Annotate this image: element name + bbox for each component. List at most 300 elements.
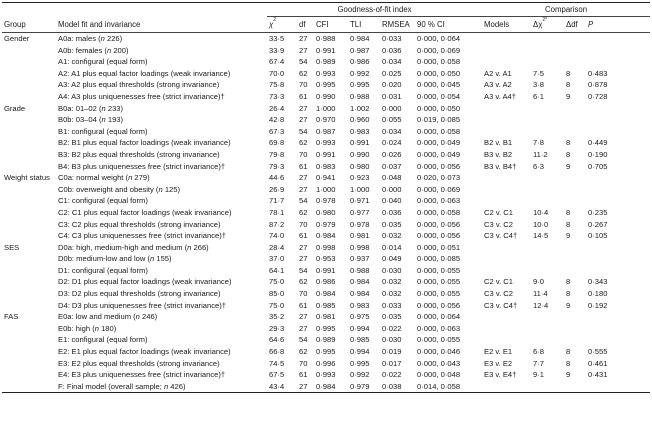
cell-rmsea: 0·037 bbox=[382, 161, 402, 171]
cell-p bbox=[586, 172, 650, 184]
table-row bbox=[2, 45, 650, 57]
cell-df: 62 bbox=[299, 138, 308, 148]
cell-ci: 0·000, 0·058 bbox=[417, 126, 461, 136]
cell-ddf: 8 bbox=[566, 138, 571, 148]
table-row bbox=[2, 288, 650, 300]
cell-chi2: 79·8 bbox=[269, 149, 285, 159]
cell-model: F: Final model (overall sample; n 426) bbox=[56, 381, 267, 393]
sample-size-n: n bbox=[101, 115, 106, 125]
cell-rmsea: 0·033 bbox=[382, 300, 402, 310]
cell-rmsea: 0·022 bbox=[382, 370, 402, 380]
cell-tli: 0·988 bbox=[350, 265, 370, 275]
cell-rmsea: 0·035 bbox=[382, 312, 402, 322]
col-tli: TLI bbox=[348, 17, 380, 33]
cell-p bbox=[586, 265, 650, 277]
cell-ddf bbox=[564, 56, 586, 68]
table-body bbox=[2, 33, 650, 393]
cell-chi2: 74·0 bbox=[269, 231, 285, 241]
cell-p bbox=[586, 33, 650, 45]
cell-dchi bbox=[531, 253, 564, 265]
cell-models bbox=[482, 381, 531, 393]
cell-chi2: 71·7 bbox=[269, 196, 285, 206]
cell-tli: 0·971 bbox=[350, 196, 370, 206]
cell-group bbox=[2, 195, 56, 207]
cell-cfi: 0·993 bbox=[316, 68, 336, 78]
cell-group bbox=[2, 381, 56, 393]
cell-group bbox=[2, 219, 56, 231]
cell-cfi: 0·980 bbox=[316, 207, 336, 217]
cell-models bbox=[482, 323, 531, 335]
cell-p: 0·728 bbox=[588, 91, 608, 101]
cell-group bbox=[2, 253, 56, 265]
cell-dchi: 7·8 bbox=[533, 138, 544, 148]
cell-chi2: 67·4 bbox=[269, 57, 285, 67]
cell-models bbox=[482, 33, 531, 45]
cell-models: E3 v. E4† bbox=[484, 370, 517, 380]
col-dchi-sup: 2* bbox=[542, 17, 548, 23]
cell-group bbox=[2, 161, 56, 173]
cell-ci: 0·000, 0·056 bbox=[417, 300, 461, 310]
table-row bbox=[2, 311, 650, 323]
cell-p: 0·878 bbox=[588, 80, 608, 90]
cell-cfi: 0·978 bbox=[316, 196, 336, 206]
cell-group: FAS bbox=[4, 312, 19, 322]
cell-dchi bbox=[531, 265, 564, 277]
cell-p: 0·267 bbox=[588, 219, 608, 229]
cell-model: D1: configural (equal form) bbox=[58, 265, 148, 275]
cell-df: 61 bbox=[299, 231, 308, 241]
cell-ci: 0·000, 0·055 bbox=[417, 277, 461, 287]
cell-models bbox=[482, 311, 531, 323]
cell-rmsea: 0·032 bbox=[382, 277, 402, 287]
cell-tli: 0·988 bbox=[350, 91, 370, 101]
header-spacer bbox=[2, 3, 267, 17]
cell-p: 0·180 bbox=[588, 289, 608, 299]
gof-title: Goodness-of-fit index bbox=[267, 3, 482, 17]
cell-df: 62 bbox=[299, 347, 308, 357]
cell-p bbox=[586, 195, 650, 207]
cell-ci: 0·000, 0·064 bbox=[417, 312, 461, 322]
cell-models: A2 v. A1 bbox=[484, 68, 512, 78]
cell-group: Gender bbox=[4, 34, 30, 43]
cell-p: 0·431 bbox=[588, 370, 608, 380]
cell-chi2: 69·8 bbox=[269, 138, 285, 148]
col-group: Group bbox=[2, 17, 56, 33]
cell-group bbox=[2, 358, 56, 370]
cell-df: 54 bbox=[299, 196, 308, 206]
cell-ddf bbox=[564, 114, 586, 126]
cell-group bbox=[2, 323, 56, 335]
cell-model: B0b: 03–04 (n 193) bbox=[58, 115, 124, 125]
col-ci: 90 % CI bbox=[415, 17, 482, 33]
cell-ci: 0·000, 0·043 bbox=[417, 358, 461, 368]
cell-chi2: 35·2 bbox=[269, 312, 285, 322]
cell-cfi: 1·000 bbox=[316, 184, 336, 194]
cell-p: 0·483 bbox=[588, 68, 608, 78]
cell-models bbox=[482, 114, 531, 126]
cell-tli: 0·977 bbox=[350, 207, 370, 217]
cell-group bbox=[2, 265, 56, 277]
cell-ci: 0·000, 0·050 bbox=[417, 68, 461, 78]
sample-size-n: n bbox=[187, 242, 192, 252]
cell-tli: 0·998 bbox=[350, 242, 370, 252]
cell-p bbox=[586, 114, 650, 126]
sample-size-n: n bbox=[106, 45, 112, 55]
cell-p bbox=[586, 334, 650, 346]
cell-df: 27 bbox=[299, 323, 308, 333]
col-ddf: Δdf bbox=[564, 17, 586, 33]
sample-size-n: n bbox=[135, 312, 140, 322]
table-row bbox=[2, 369, 650, 381]
table-row bbox=[2, 346, 650, 358]
cell-rmsea: 0·036 bbox=[382, 45, 402, 55]
cell-model: D2: D1 plus equal factor loadings (weak invariance) bbox=[58, 277, 232, 287]
table-row bbox=[2, 323, 650, 335]
cell-rmsea: 0·036 bbox=[382, 207, 402, 217]
cell-df: 61 bbox=[299, 370, 308, 380]
cell-df: 54 bbox=[299, 335, 308, 345]
cell-dchi: 7·5 bbox=[533, 68, 544, 78]
cell-df: 62 bbox=[299, 277, 308, 287]
cell-cfi: 0·995 bbox=[316, 323, 336, 333]
cell-ci: 0·000, 0·069 bbox=[417, 45, 461, 55]
cell-df: 62 bbox=[299, 68, 308, 78]
cell-group bbox=[2, 137, 56, 149]
cell-df: 27 bbox=[299, 173, 308, 183]
cell-df: 27 bbox=[299, 254, 308, 264]
cell-ddf bbox=[564, 45, 586, 57]
table-row bbox=[2, 358, 650, 370]
cell-dchi: 9·0 bbox=[533, 277, 544, 287]
cell-df: 27 bbox=[299, 45, 308, 55]
cell-df: 61 bbox=[299, 91, 308, 101]
cell-model: E0a: low and medium (n 246) bbox=[58, 312, 158, 322]
cell-p: 0·192 bbox=[588, 300, 608, 310]
cell-ci: 0·000, 0·054 bbox=[417, 91, 461, 101]
cell-cfi: 0·986 bbox=[316, 277, 336, 287]
cell-tli: 0·979 bbox=[348, 381, 380, 393]
cell-chi2: 33·9 bbox=[269, 45, 285, 55]
col-dchi bbox=[531, 17, 564, 33]
cell-dchi: 10·0 bbox=[533, 219, 549, 229]
cell-cfi: 0·981 bbox=[316, 312, 336, 322]
cell-dchi: 11·4 bbox=[533, 289, 548, 299]
cell-cfi: 1·000 bbox=[316, 103, 336, 113]
cell-group bbox=[2, 91, 56, 103]
cell-chi2: 67·3 bbox=[269, 126, 285, 136]
cell-cfi: 0·991 bbox=[316, 149, 336, 159]
cell-models: C3 v. C2 bbox=[484, 289, 513, 299]
table-row bbox=[2, 56, 650, 68]
cell-group bbox=[2, 79, 56, 91]
cell-model: E4: E3 plus uniquenesses free (strict invariance)† bbox=[58, 370, 226, 380]
cell-chi2: 64·6 bbox=[269, 335, 285, 345]
cell-rmsea: 0·000 bbox=[382, 103, 402, 113]
cell-ddf bbox=[564, 253, 586, 265]
cell-df: 27 bbox=[299, 242, 308, 252]
table-row bbox=[2, 79, 650, 91]
cell-cfi: 0·941 bbox=[316, 173, 336, 183]
cell-group bbox=[2, 114, 56, 126]
cell-model: E1: configural (equal form) bbox=[58, 335, 148, 345]
cell-ddf: 8 bbox=[566, 207, 571, 217]
cell-ddf: 9 bbox=[566, 300, 571, 310]
cell-p bbox=[586, 56, 650, 68]
cell-ci: 0·000, 0·046 bbox=[417, 347, 461, 357]
cell-model: E2: E1 plus equal factor loadings (weak invariance) bbox=[58, 347, 231, 357]
cell-dchi: 10·4 bbox=[533, 207, 549, 217]
cell-tli: 0·937 bbox=[350, 254, 370, 264]
cell-rmsea: 0·020 bbox=[382, 80, 402, 90]
cell-models: B2 v. B1 bbox=[484, 138, 513, 148]
cell-ddf: 9 bbox=[566, 231, 571, 241]
cell-group bbox=[2, 334, 56, 346]
cell-cfi: 0·995 bbox=[316, 347, 336, 357]
cell-ddf bbox=[564, 323, 586, 335]
cell-tli: 0·978 bbox=[350, 219, 370, 229]
cell-dchi bbox=[531, 334, 564, 346]
cell-group bbox=[2, 184, 56, 196]
cell-ci: 0·000, 0·056 bbox=[417, 161, 461, 171]
cell-group bbox=[2, 56, 56, 68]
cell-model: A0a: males (n 226) bbox=[58, 34, 123, 43]
cell-df: 27 bbox=[299, 34, 308, 43]
cell-chi2: 33·5 bbox=[269, 34, 285, 43]
sample-size-n: n bbox=[163, 381, 169, 391]
cell-model: D0b: medium-low and low (n 155) bbox=[58, 254, 172, 264]
cell-rmsea: 0·030 bbox=[382, 335, 402, 345]
cell-models: B3 v. B2 bbox=[484, 149, 513, 159]
cell-chi2: 44·6 bbox=[269, 173, 285, 183]
cell-tli: 0·975 bbox=[350, 312, 370, 322]
cell-models: C3 v. C4† bbox=[484, 300, 518, 310]
table-row bbox=[2, 300, 650, 312]
cell-ddf bbox=[564, 33, 586, 45]
cell-models bbox=[482, 195, 531, 207]
table-row bbox=[2, 126, 650, 138]
cell-tli: 0·992 bbox=[350, 370, 370, 380]
cell-ddf bbox=[564, 265, 586, 277]
cell-ddf bbox=[564, 311, 586, 323]
cell-dchi bbox=[531, 172, 564, 184]
cell-ddf: 8 bbox=[566, 80, 571, 90]
cell-dchi: 7·7 bbox=[533, 358, 544, 368]
cell-tli: 0·960 bbox=[350, 115, 370, 125]
cell-ci: 0·000, 0·048 bbox=[417, 370, 461, 380]
cell-p bbox=[586, 103, 650, 115]
table-row bbox=[2, 103, 650, 115]
cell-ddf bbox=[564, 242, 586, 254]
table-row bbox=[2, 195, 650, 207]
cell-cfi: 0·996 bbox=[316, 358, 336, 368]
col-p: P bbox=[586, 17, 650, 33]
cell-models bbox=[482, 103, 531, 115]
cell-ddf: 9 bbox=[566, 161, 571, 171]
cell-ci: 0·000, 0·049 bbox=[417, 149, 461, 159]
cell-p bbox=[586, 242, 650, 254]
table-row bbox=[2, 149, 650, 161]
cell-df: 61 bbox=[299, 161, 308, 171]
cell-model: A2: A1 plus equal factor loadings (weak invariance) bbox=[58, 68, 231, 78]
col-model: Model fit and invariance bbox=[56, 17, 267, 33]
cell-cfi: 0·991 bbox=[316, 45, 336, 55]
sample-size-n: n bbox=[100, 34, 105, 43]
cell-tli: 0·984 bbox=[350, 289, 370, 299]
cell-group bbox=[2, 369, 56, 381]
cell-tli: 0·987 bbox=[350, 45, 370, 55]
cell-dchi: 3·8 bbox=[533, 80, 544, 90]
cell-df: 70 bbox=[299, 219, 308, 229]
cell-ddf bbox=[564, 184, 586, 196]
cell-chi2: 73·3 bbox=[269, 91, 285, 101]
cell-rmsea: 0·035 bbox=[382, 219, 402, 229]
cell-p bbox=[586, 126, 650, 138]
cell-df: 54 bbox=[299, 57, 308, 67]
table-row bbox=[2, 276, 650, 288]
cell-models bbox=[482, 184, 531, 196]
cell-tli: 0·994 bbox=[350, 347, 370, 357]
cell-models: E2 v. E1 bbox=[484, 347, 513, 357]
cell-rmsea: 0·022 bbox=[382, 323, 402, 333]
cell-tli: 0·992 bbox=[350, 68, 370, 78]
cell-chi2: 74·5 bbox=[269, 358, 285, 368]
cell-models: E3 v. E2 bbox=[484, 358, 513, 368]
cell-tli: 0·980 bbox=[350, 161, 370, 171]
cell-dchi bbox=[531, 242, 564, 254]
cell-ddf bbox=[564, 126, 586, 138]
cell-dchi: 9·1 bbox=[533, 370, 544, 380]
sample-size-n: n bbox=[101, 103, 106, 113]
cell-chi2: 26·9 bbox=[269, 184, 285, 194]
cell-p bbox=[586, 323, 650, 335]
cell-group bbox=[2, 276, 56, 288]
cell-chi2: 79·3 bbox=[269, 161, 285, 171]
cell-group bbox=[2, 68, 56, 80]
cell-df: 70 bbox=[299, 358, 308, 368]
cell-tli: 0·995 bbox=[350, 80, 370, 90]
cell-models: B3 v. B4† bbox=[484, 161, 517, 171]
cell-rmsea: 0·040 bbox=[382, 196, 402, 206]
cell-tli: 1·002 bbox=[350, 103, 370, 113]
cell-ci: 0·000, 0·055 bbox=[417, 289, 461, 299]
cell-chi2: 42·8 bbox=[269, 115, 285, 125]
cell-cfi: 0·989 bbox=[316, 57, 336, 67]
cell-dchi bbox=[531, 56, 564, 68]
cell-cfi: 0·983 bbox=[316, 161, 336, 171]
cell-rmsea: 0·024 bbox=[382, 138, 402, 148]
cell-df: 62 bbox=[299, 207, 308, 217]
cell-model: B1: configural (equal form) bbox=[58, 126, 148, 136]
cell-model: C1: configural (equal form) bbox=[58, 196, 148, 206]
cell-ddf: 8 bbox=[566, 68, 571, 78]
cell-model: C2: C1 plus equal factor loadings (weak invariance) bbox=[58, 207, 232, 217]
cell-models: C3 v. C4† bbox=[484, 231, 518, 241]
cell-df: 54 bbox=[299, 126, 308, 136]
cell-cfi: 0·993 bbox=[316, 370, 336, 380]
cell-df: 27 bbox=[297, 381, 314, 393]
table-row bbox=[2, 230, 650, 242]
table-row bbox=[2, 91, 650, 103]
cell-models bbox=[482, 126, 531, 138]
cell-p: 0·555 bbox=[588, 347, 608, 357]
cell-tli: 0·990 bbox=[350, 149, 370, 159]
cell-rmsea: 0·017 bbox=[382, 358, 402, 368]
cell-chi2: 64·1 bbox=[269, 265, 285, 275]
cell-chi2: 87·2 bbox=[269, 219, 285, 229]
cell-model: C4: C3 plus uniquenesses free (strict invariance)† bbox=[58, 231, 226, 241]
cell-ci: 0·000, 0·058 bbox=[417, 57, 461, 67]
table-row bbox=[2, 172, 650, 184]
cell-dchi bbox=[531, 103, 564, 115]
cell-cfi: 0·984 bbox=[316, 231, 336, 241]
cell-tli: 0·985 bbox=[350, 335, 370, 345]
cell-chi2: 78·1 bbox=[269, 207, 285, 217]
cell-p bbox=[586, 45, 650, 57]
cell-p: 0·343 bbox=[588, 277, 608, 287]
cell-chi2: 70·0 bbox=[269, 68, 285, 78]
cell-models: C2 v. C1 bbox=[484, 207, 513, 217]
cell-dchi bbox=[531, 184, 564, 196]
cell-rmsea: 0·026 bbox=[382, 149, 402, 159]
col-chi2 bbox=[267, 17, 297, 33]
cell-dchi bbox=[531, 323, 564, 335]
cell-rmsea: 0·038 bbox=[380, 381, 415, 393]
cell-ddf: 8 bbox=[566, 219, 571, 229]
table-row bbox=[2, 33, 650, 45]
table-row bbox=[2, 68, 650, 80]
cell-chi2: 29·3 bbox=[269, 323, 285, 333]
cell-model: A4: A3 plus uniquenesses free (strict invariance)† bbox=[58, 91, 225, 101]
cell-tli: 0·923 bbox=[350, 173, 370, 183]
invariance-table bbox=[2, 2, 650, 393]
cell-rmsea: 0·048 bbox=[382, 173, 402, 183]
cell-cfi: 0·984 bbox=[314, 381, 348, 393]
cell-rmsea: 0·014 bbox=[382, 242, 402, 252]
cell-dchi bbox=[531, 126, 564, 138]
cell-tli: 0·984 bbox=[350, 34, 370, 43]
cell-p: 0·190 bbox=[588, 149, 608, 159]
cell-dchi: 14·5 bbox=[533, 231, 549, 241]
cell-ci: 0·000, 0·063 bbox=[417, 196, 461, 206]
cell-dchi bbox=[531, 114, 564, 126]
cell-models bbox=[482, 45, 531, 57]
cell-tli: 0·986 bbox=[350, 57, 370, 67]
table-row bbox=[2, 381, 650, 393]
cell-model: A0b: females (n 200) bbox=[58, 45, 129, 55]
cell-df: 54 bbox=[299, 265, 308, 275]
cell-ci: 0·000, 0·051 bbox=[417, 242, 461, 252]
cell-rmsea: 0·049 bbox=[382, 254, 402, 264]
cell-model: E3: E2 plus equal thresholds (strong invariance) bbox=[58, 358, 220, 368]
cell-ddf bbox=[564, 172, 586, 184]
cell-df: 27 bbox=[299, 184, 308, 194]
cell-p: 0·235 bbox=[588, 207, 608, 217]
cell-tli: 0·991 bbox=[350, 138, 370, 148]
table-row bbox=[2, 137, 650, 149]
cell-rmsea: 0·019 bbox=[382, 347, 402, 357]
cell-model: B4: B3 plus uniquenesses free (strict invariance)† bbox=[58, 161, 226, 171]
cell-models: C3 v. C2 bbox=[484, 219, 513, 229]
cell-model: D3: D2 plus equal thresholds (strong invariance) bbox=[58, 289, 221, 299]
cell-chi2: 37·0 bbox=[269, 254, 285, 264]
cell-ddf: 8 bbox=[566, 289, 571, 299]
cell-group: SES bbox=[4, 242, 20, 252]
cell-group bbox=[2, 149, 56, 161]
col-chi2-symbol: χ bbox=[269, 20, 274, 29]
cell-p: 0·705 bbox=[588, 161, 608, 171]
cell-chi2: 43·4 bbox=[267, 381, 297, 393]
cell-dchi: 12·4 bbox=[533, 300, 549, 310]
